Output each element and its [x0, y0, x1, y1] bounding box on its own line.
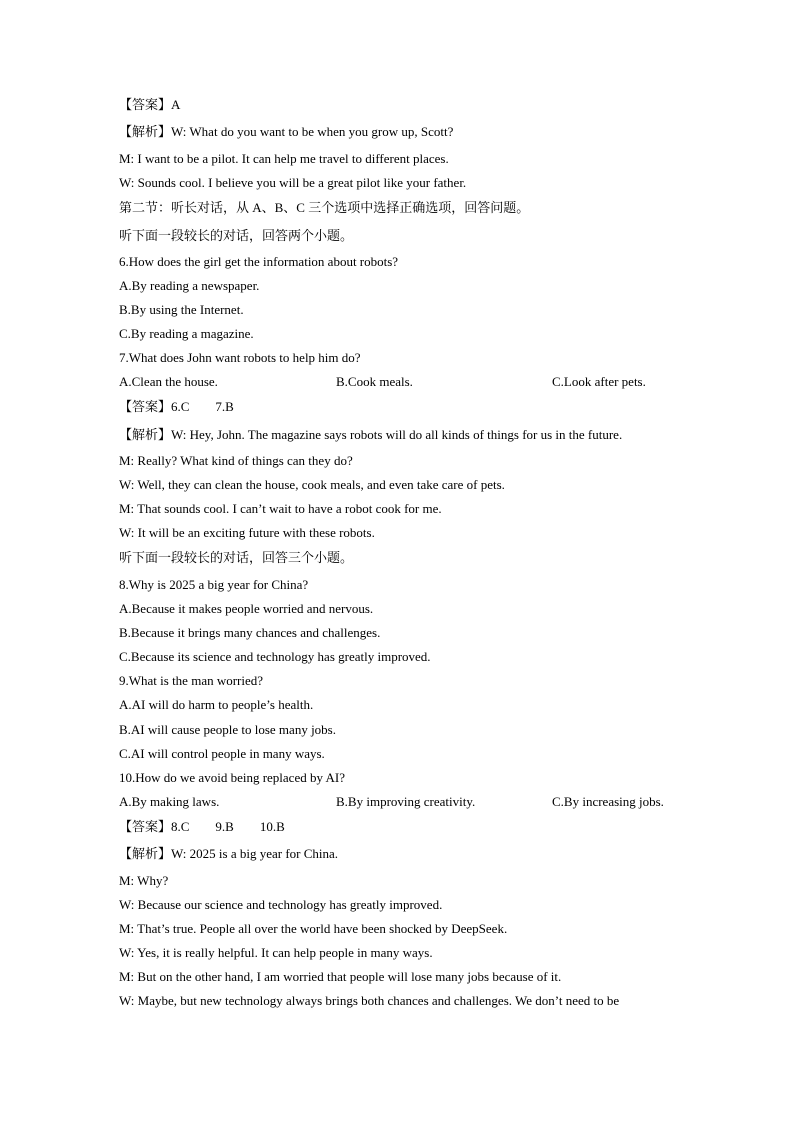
option-line: A.AI will do harm to people’s health. [119, 697, 314, 712]
option-line: B.By using the Internet. [119, 302, 244, 317]
analysis-line: 【解析】W: 2025 is a big year for China. [119, 846, 339, 861]
q10-option-c: C.By increasing jobs. [552, 794, 664, 809]
dialogue-line: M: But on the other hand, I am worried that people will lose many jobs because of it. [119, 969, 562, 984]
dialogue-line: W: Well, they can clean the house, cook meals, and even take care of pets. [119, 477, 505, 492]
q7-option-c: C.Look after pets. [552, 374, 646, 389]
section-heading: 第二节：听长对话，从 A、B、C 三个选项中选择正确选项，回答问题。 [119, 200, 530, 215]
option-line: A.By reading a newspaper. [119, 278, 260, 293]
q10-option-a: A.By making laws. [119, 794, 220, 809]
option-line: C.AI will control people in many ways. [119, 746, 325, 761]
dialogue-line: W: Because our science and technology has greatly improved. [119, 897, 443, 912]
option-line: B.AI will cause people to lose many jobs. [119, 722, 336, 737]
dialogue-line: M: That’s true. People all over the world have been shocked by DeepSeek. [119, 921, 508, 936]
dialogue-line: W: It will be an exciting future with these robots. [119, 525, 375, 540]
answer-line-q6-7: 【答案】6.C 7.B [119, 399, 234, 414]
q10-option-b: B.By improving creativity. [336, 794, 476, 809]
dialogue-line: W: Maybe, but new technology always brings both chances and challenges. We don’t need to be [119, 993, 620, 1008]
q7-options-row [119, 374, 679, 390]
dialogue-line: M: That sounds cool. I can’t wait to have a robot cook for me. [119, 501, 442, 516]
dialogue-line: W: Yes, it is really helpful. It can help people in many ways. [119, 945, 433, 960]
q7-option-a: A.Clean the house. [119, 374, 218, 389]
instruction-line: 听下面一段较长的对话，回答两个小题。 [119, 228, 354, 243]
analysis-line: 【解析】W: Hey, John. The magazine says robots will do all kinds of things for us in the future. [119, 427, 623, 442]
instruction-line: 听下面一段较长的对话，回答三个小题。 [119, 550, 354, 565]
dialogue-line: W: Sounds cool. I believe you will be a great pilot like your father. [119, 175, 467, 190]
answer-line-q8-10: 【答案】8.C 9.B 10.B [119, 819, 285, 834]
question-9: 9.What is the man worried? [119, 673, 264, 688]
question-8: 8.Why is 2025 a big year for China? [119, 577, 309, 592]
q10-options-row [119, 794, 679, 810]
option-line: C.By reading a magazine. [119, 326, 254, 341]
option-line: A.Because it makes people worried and nervous. [119, 601, 374, 616]
question-6: 6.How does the girl get the information about robots? [119, 254, 399, 269]
question-10: 10.How do we avoid being replaced by AI? [119, 770, 345, 785]
dialogue-line: M: Why? [119, 873, 169, 888]
option-line: B.Because it brings many chances and challenges. [119, 625, 381, 640]
q7-option-b: B.Cook meals. [336, 374, 413, 389]
question-7: 7.What does John want robots to help him do? [119, 350, 361, 365]
dialogue-line: M: I want to be a pilot. It can help me travel to different places. [119, 151, 449, 166]
option-line: C.Because its science and technology has greatly improved. [119, 649, 431, 664]
answer-line-q5: 【答案】A [119, 97, 181, 112]
dialogue-line: M: Really? What kind of things can they do? [119, 453, 353, 468]
analysis-line: 【解析】W: What do you want to be when you grow up, Scott? [119, 124, 454, 139]
